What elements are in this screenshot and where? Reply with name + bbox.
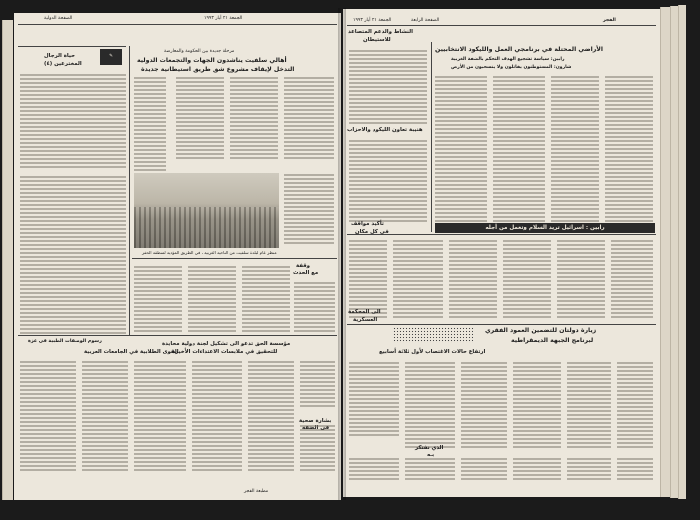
lead-headline-1: أهالي سلفيت يناشدون الجهات والتجمعات الدولية bbox=[137, 57, 287, 64]
book-gutter bbox=[338, 8, 346, 500]
right-lead-headline-1: الأراضي المحتلة في برنامجي العمل والليكود الانتخابيين bbox=[435, 46, 604, 53]
right-corner-label: الفجر bbox=[603, 18, 616, 23]
banner-story-body bbox=[347, 237, 656, 327]
side-story-headline-2: المخترعين (٤) bbox=[44, 61, 82, 67]
mid-story-headline: هنيبة تعاون الليكود والاحزاب bbox=[347, 127, 423, 133]
box-story-headline-2: مع الحدث bbox=[293, 270, 319, 276]
footer-story-headline-1: الذي نفتكر bbox=[415, 445, 444, 451]
right-lead-headline-3: شارون: المستوطنون يقاتلون ولا ينسحبون من الأرض bbox=[451, 65, 572, 70]
right-lead-headline-2: رابين: سياسة تشجيع الهدف التحكم بالضفة الغربية bbox=[451, 57, 565, 62]
box-story-right-headline-2: في كل مكان bbox=[355, 229, 389, 235]
side-story-logo: ✎ bbox=[100, 49, 122, 65]
photo-side-text bbox=[282, 173, 337, 253]
lead-kicker: مرحلة جديدة بين الحكومة والمعارضة bbox=[164, 49, 235, 54]
column-story-headline-2: للاستيطان bbox=[363, 37, 391, 43]
small-story-headline-1: بشارة صحية bbox=[299, 418, 332, 424]
right-lead-body bbox=[347, 47, 656, 237]
dotted-divider bbox=[393, 327, 473, 343]
landscape-photo bbox=[134, 173, 279, 248]
lead-headline-2: التدخل لإيقاف مشروع شق طريق استيطانية جديدة bbox=[141, 66, 295, 73]
stamp-story-headline: القوى الطلابية في الجامعات العربية bbox=[84, 349, 179, 355]
lower-story-headline-2: لبرنامج الجبهة الديمقراطية bbox=[511, 337, 594, 344]
side-story-headline-1: حياة الرجال bbox=[44, 53, 75, 59]
bottom-stories-body bbox=[18, 358, 337, 488]
crime-story-headline-2: العسكرية bbox=[353, 317, 378, 323]
mid-stories-body bbox=[132, 263, 337, 343]
photo-caption: منظر عام لبلدة سلفيت من الناحية الغربية ، في الطريق المؤدية لمنطقة الحفر bbox=[142, 250, 277, 255]
left-footer: مطبعة الفجر bbox=[244, 489, 269, 494]
page-edge-stack bbox=[678, 5, 686, 499]
footer-story-headline-2: بـه bbox=[427, 452, 435, 458]
box-story-headline-1: وقفة bbox=[296, 263, 311, 269]
bottom-left-story-headline: رسوم الوصفات الطبية في غزة bbox=[28, 339, 102, 344]
lead-body-columns-right bbox=[174, 76, 339, 176]
small-story-headline-2: في الضفة bbox=[302, 425, 330, 431]
rise-story-headline: ارتفاع حالات الاغتصاب لأول ثلاثة أسابيع bbox=[379, 349, 486, 355]
box-story-right-headline-1: تأكيد مواقف bbox=[351, 221, 384, 227]
bottom-story-headline-2: للتحقيق في ملابسات الاعتداءات الأخيرة bbox=[172, 349, 278, 355]
side-story-body bbox=[18, 73, 128, 343]
page-edge-stack-left bbox=[2, 20, 13, 500]
right-header-date: الجمعة ٢١ أيار ١٩٩٣ bbox=[353, 18, 392, 23]
left-newspaper-page bbox=[14, 13, 341, 500]
bottom-story-headline-1: مؤسسة الحق تدعو الى تشكيل لجنة دولية محايدة bbox=[162, 341, 291, 347]
left-header-date: الجمعة ٢١ أيار ١٩٩٣ bbox=[204, 16, 243, 21]
banner-story-headline: رابين : اسرائيل تريد السلام وتعمل من أجله bbox=[435, 223, 655, 233]
column-story-headline-1: النشاط والدعم المتصاعد bbox=[348, 29, 413, 35]
crime-story-headline-1: الى المحكمة bbox=[348, 309, 381, 315]
left-header-section: الصفحة الدولية bbox=[44, 16, 73, 21]
right-header-section: الصفحة الرابعة bbox=[411, 18, 440, 23]
right-newspaper-page bbox=[343, 9, 660, 497]
lower-story-headline-1: زيارة دولتان للتضمين العمود الفقري bbox=[485, 327, 597, 334]
lower-stories-body bbox=[347, 359, 656, 489]
